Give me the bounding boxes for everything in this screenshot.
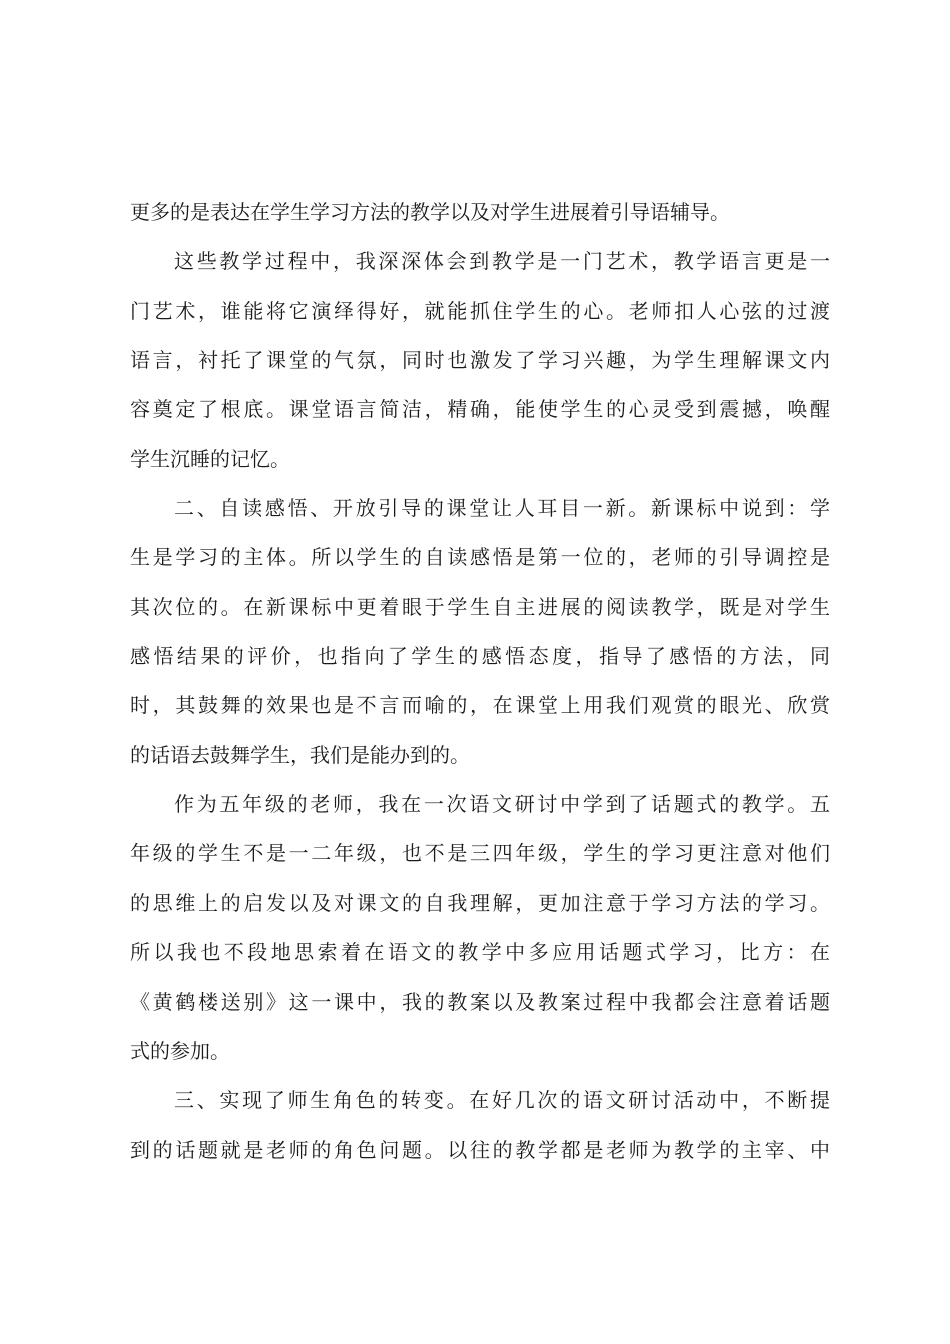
- text-line: 式的参加。: [130, 1038, 230, 1063]
- text-line: 门艺术，谁能将它演绎得好，就能抓住学生的心。老师扣人心弦的过渡: [130, 298, 830, 323]
- text-line: 其次位的。在新课标中更着眼于学生自主进展的阅读教学，既是对学生: [130, 594, 830, 619]
- text-line: 的话语去鼓舞学生，我们是能办到的。: [130, 742, 470, 767]
- text-line: 二、自读感悟、开放引导的课堂让人耳目一新。新课标中说到：学: [174, 496, 830, 521]
- document-body: [130, 188, 830, 1175]
- text-line: 三、实现了师生角色的转变。在好几次的语文研讨活动中，不断提: [174, 1088, 830, 1113]
- text-line: 时，其鼓舞的效果也是不言而喻的，在课堂上用我们观赏的眼光、欣赏: [130, 693, 830, 718]
- text-line: 所以我也不段地思索着在语文的教学中多应用话题式学习，比方：在: [130, 940, 830, 965]
- text-line: 年级的学生不是一二年级，也不是三四年级，学生的学习更注意对他们: [130, 841, 830, 866]
- text-line: 《黄鹤楼送别》这一课中，我的教案以及教案过程中我都会注意着话题: [130, 989, 830, 1014]
- text-line: 更多的是表达在学生学习方法的教学以及对学生进展着引导语辅导。: [130, 200, 730, 224]
- text-line: 作为五年级的老师，我在一次语文研讨中学到了话题式的教学。五: [174, 792, 830, 817]
- text-line: 的思维上的启发以及对课文的自我理解，更加注意于学习方法的学习。: [130, 890, 830, 915]
- text-line: 学生沉睡的记忆。: [130, 446, 290, 471]
- text-line: 这些教学过程中，我深深体会到教学是一门艺术，教学语言更是一: [174, 249, 830, 274]
- text-line: 语言，衬托了课堂的气氛，同时也激发了学习兴趣，为学生理解课文内: [130, 348, 830, 373]
- text-line: 生是学习的主体。所以学生的自读感悟是第一位的，老师的引导调控是: [130, 545, 830, 570]
- text-line: 到的话题就是老师的角色问题。以往的教学都是老师为教学的主宰、中: [130, 1137, 830, 1162]
- text-line: 容奠定了根底。课堂语言简洁，精确，能使学生的心灵受到震撼，唤醒: [130, 397, 830, 422]
- text-line: 感悟结果的评价，也指向了学生的感悟态度，指导了感悟的方法，同: [130, 644, 830, 669]
